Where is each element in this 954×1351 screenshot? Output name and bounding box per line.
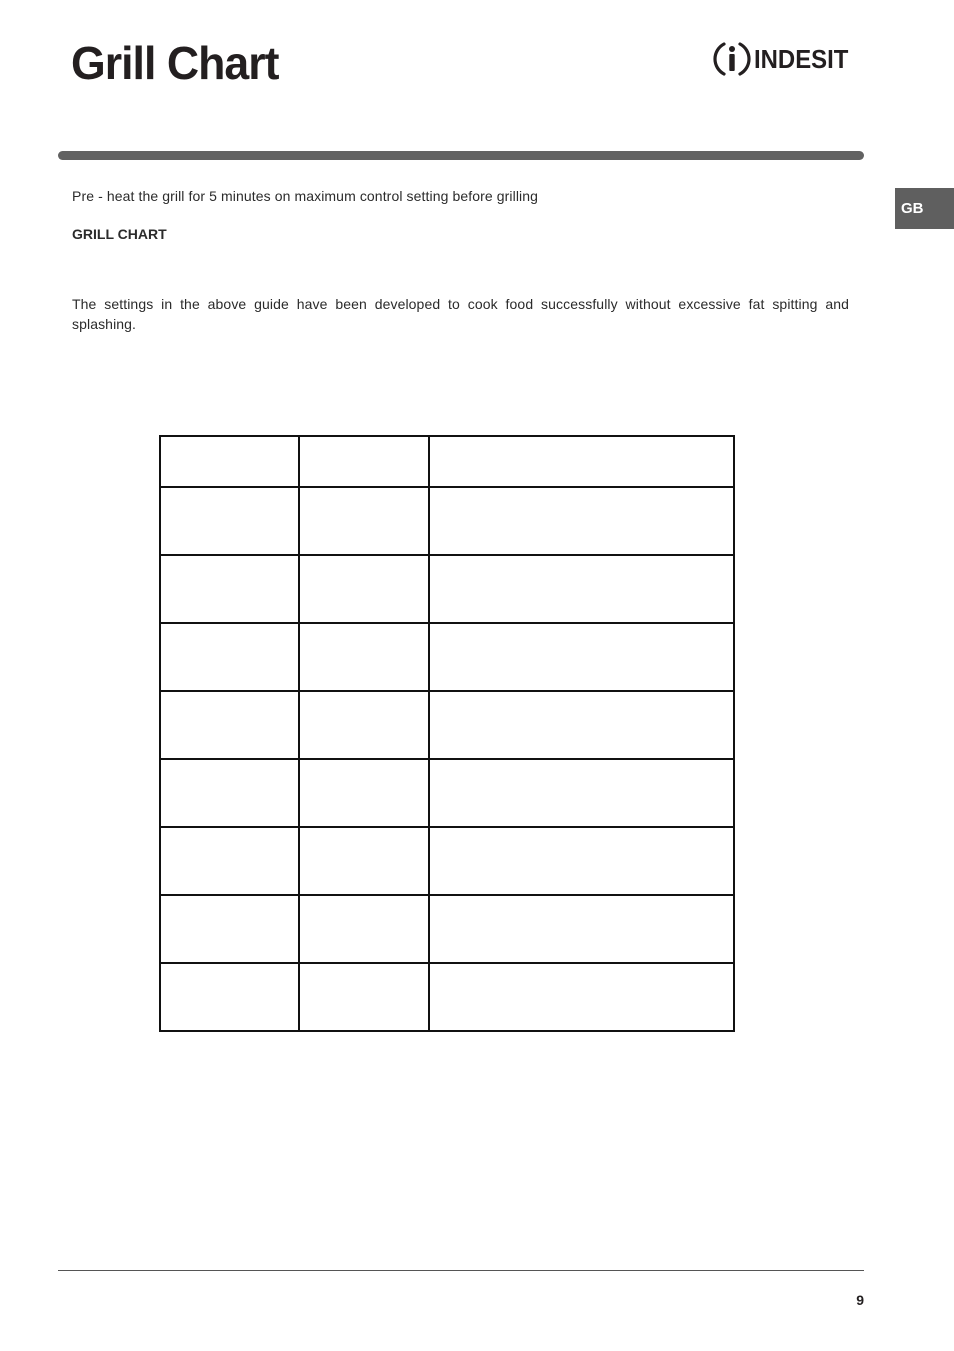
table-cell: [160, 963, 299, 1031]
header-divider: [58, 151, 864, 160]
table-cell: [429, 963, 734, 1031]
table-cell: [160, 691, 299, 759]
table-header-cell: [299, 436, 429, 487]
table-cell: [160, 827, 299, 895]
table-header-cell: [160, 436, 299, 487]
table-cell: [429, 555, 734, 623]
table-header-cell: [429, 436, 734, 487]
indesit-logo-icon: [712, 38, 752, 80]
table-row: [160, 691, 734, 759]
table-cell: [429, 895, 734, 963]
language-tab: GB: [895, 188, 954, 229]
table-row: [160, 759, 734, 827]
section-heading: GRILL CHART: [72, 226, 167, 242]
table-cell: [160, 895, 299, 963]
table-row: [160, 895, 734, 963]
table-cell: [429, 623, 734, 691]
table-cell: [160, 555, 299, 623]
page-number: 9: [856, 1292, 864, 1308]
table-header-row: [160, 436, 734, 487]
table-row: [160, 487, 734, 555]
table-cell: [299, 623, 429, 691]
grill-chart-table: [159, 435, 735, 1032]
brand-wordmark: INDESIT: [754, 44, 849, 74]
table-cell: [160, 759, 299, 827]
table-cell: [429, 487, 734, 555]
table-cell: [429, 759, 734, 827]
table-row: [160, 555, 734, 623]
table-cell: [299, 691, 429, 759]
table-cell: [299, 759, 429, 827]
table-cell: [160, 623, 299, 691]
table-row: [160, 623, 734, 691]
table-cell: [299, 827, 429, 895]
table-cell: [429, 691, 734, 759]
table-cell: [299, 555, 429, 623]
table-row: [160, 963, 734, 1031]
table-cell: [160, 487, 299, 555]
table-cell: [299, 963, 429, 1031]
brand-logo: [712, 38, 857, 80]
page-title: Grill Chart: [71, 37, 279, 89]
table-row: [160, 827, 734, 895]
footer-divider: [58, 1270, 864, 1271]
table-cell: [299, 487, 429, 555]
table-cell: [429, 827, 734, 895]
table-cell: [299, 895, 429, 963]
intro-text: Pre - heat the grill for 5 minutes on maximum control setting before grilling: [72, 188, 539, 204]
note-paragraph: The settings in the above guide have been developed to cook food successfully without excessive fat spitting and splashing.: [72, 296, 849, 332]
